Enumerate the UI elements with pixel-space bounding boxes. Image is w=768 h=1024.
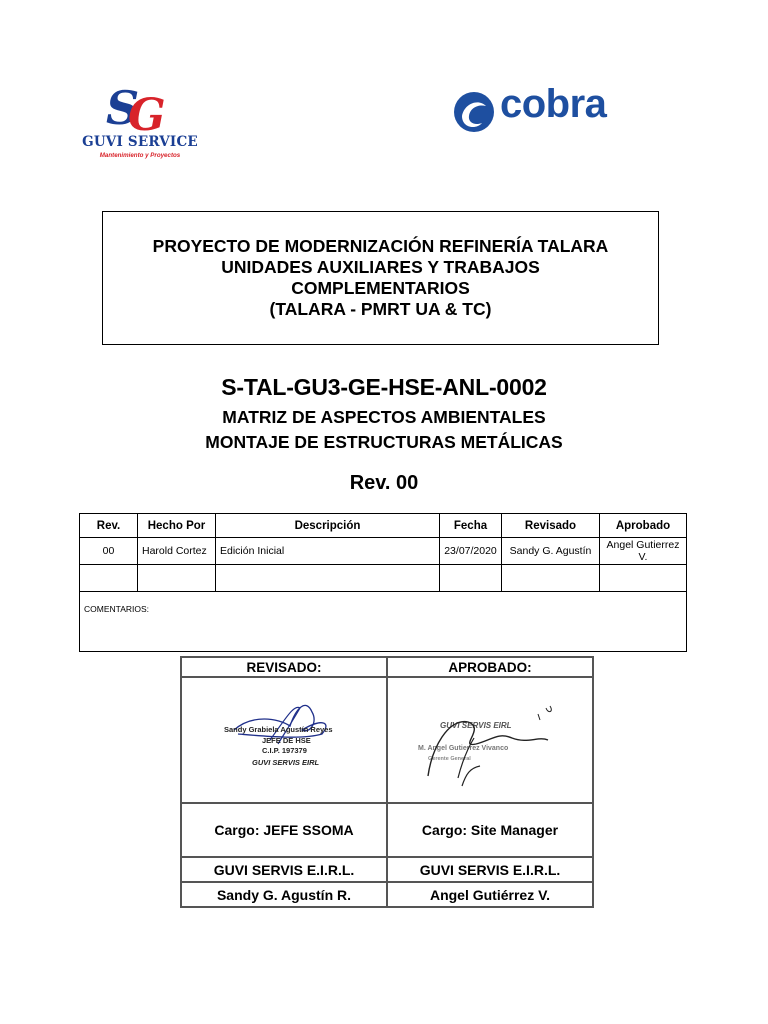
column-header: Hecho Por [138, 514, 216, 538]
svg-text:G: G [128, 90, 166, 136]
stamp-text: GUVI SERVIS EIRL [440, 721, 512, 730]
stamp-text: Sandy Grabiela Agustín Reyes [224, 725, 333, 734]
comments-label: COMENTARIOS: [80, 592, 687, 652]
cargo-revisado: Cargo: JEFE SSOMA [181, 803, 387, 857]
aprobado-header: APROBADO: [387, 657, 593, 677]
stamp-text: GUVI SERVIS EIRL [252, 758, 320, 767]
document-subtitle: MATRIZ DE ASPECTOS AMBIENTALES [222, 407, 546, 427]
stamp-text: M. Angel Gutierrez Vivanco [418, 745, 509, 752]
column-header: Aprobado [600, 514, 687, 538]
signature-stamp-left [182, 678, 388, 802]
project-line: UNIDADES AUXILIARES Y TRABAJOS [221, 257, 540, 277]
cobra-logo [452, 82, 622, 134]
table-row [80, 565, 687, 592]
guvi-service-logo [80, 80, 200, 175]
stamp-text: Gerente General [428, 756, 471, 762]
signature-stamp-right [388, 678, 594, 802]
table-cell: Sandy G. Agustín [502, 538, 600, 565]
svg-text:S: S [106, 81, 140, 135]
name-revisado: Sandy G. Agustín R. [181, 882, 387, 907]
table-cell: 23/07/2020 [440, 538, 502, 565]
stamp-text: JEFE DE HSE [262, 736, 311, 745]
name-aprobado: Angel Gutiérrez V. [387, 882, 593, 907]
aprobado-signature-cell [387, 677, 593, 803]
signature-table [180, 656, 594, 908]
revision-table [79, 513, 687, 652]
project-line: PROYECTO DE MODERNIZACIÓN REFINERÍA TALARA [152, 236, 609, 256]
column-header: Fecha [440, 514, 502, 538]
column-header: Rev. [80, 514, 138, 538]
document-revision: Rev. 00 [349, 472, 419, 494]
table-cell [440, 565, 502, 592]
table-cell [502, 565, 600, 592]
table-header-row [80, 514, 687, 538]
stamp-text: C.I.P. 197379 [262, 746, 307, 755]
column-header: Revisado [502, 514, 600, 538]
document-code: S-TAL-GU3-GE-HSE-ANL-0002 [221, 374, 547, 400]
table-row [80, 538, 687, 565]
guvi-tagline: Mantenimiento y Proyectos [99, 152, 181, 159]
table-cell: Angel Gutierrez V. [600, 538, 687, 565]
column-header: Descripción [216, 514, 440, 538]
project-title-box [102, 211, 659, 345]
cobra-swirl-icon [452, 90, 496, 134]
table-cell: Edición Inicial [216, 538, 440, 565]
revisado-header: REVISADO: [181, 657, 387, 677]
table-cell [138, 565, 216, 592]
table-cell: 00 [80, 538, 138, 565]
document-subtitle: MONTAJE DE ESTRUCTURAS METÁLICAS [205, 432, 563, 452]
company-aprobado: GUVI SERVIS E.I.R.L. [387, 857, 593, 882]
company-revisado: GUVI SERVIS E.I.R.L. [181, 857, 387, 882]
guvi-brand-name: GUVI SERVICE [82, 134, 198, 150]
project-line: COMPLEMENTARIOS [291, 278, 470, 298]
sg-logo-icon [104, 80, 170, 136]
revisado-signature-cell [181, 677, 387, 803]
cargo-aprobado: Cargo: Site Manager [387, 803, 593, 857]
table-cell [80, 565, 138, 592]
table-cell [600, 565, 687, 592]
cobra-wordmark: cobra [500, 82, 607, 126]
table-cell: Harold Cortez [138, 538, 216, 565]
comments-row [80, 592, 687, 652]
project-line: (TALARA - PMRT UA & TC) [269, 299, 492, 319]
table-cell [216, 565, 440, 592]
